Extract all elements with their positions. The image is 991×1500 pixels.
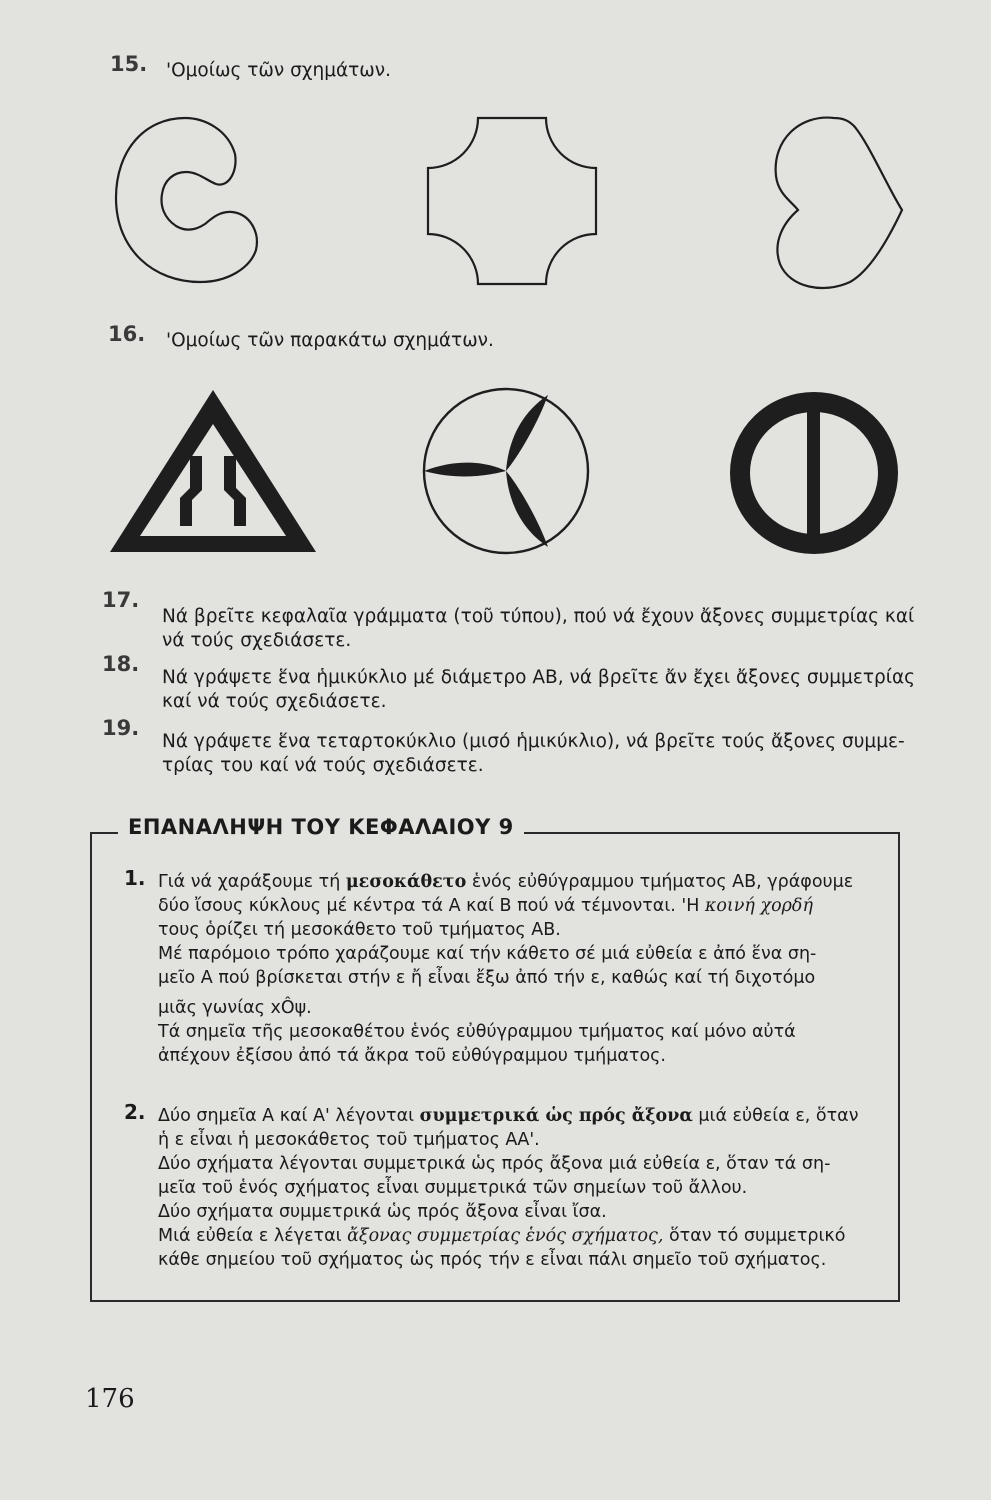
review-2-line6c: ὅταν τό συμμετρικό [663,1226,846,1246]
term-symmetrika: συμμετρικά ὡς πρός ἄξονα [419,1106,693,1126]
review-1-line1a: Γιά νά χαράξουμε τή [158,872,346,892]
review-2-line3: Δύο σχήματα λέγονται συμμετρικά ὡς πρός ἄξονα μιά εὐθεία ε, ὅταν τά ση- [158,1154,831,1174]
exercise-19-line2: τρίας του καί νά τούς σχεδιάσετε. [162,755,484,776]
review-item-1-number: 1. [124,866,146,890]
review-2-line1a: Δύο σημεῖα Α καί Α' λέγονται [158,1106,420,1126]
exercise-16-number: 16. [108,322,146,346]
concave-cross-figure [420,110,606,290]
exercise-17-line2: νά τούς σχεδιάσετε. [162,630,352,651]
review-1-line7: Τά σημεῖα τῆς μεσοκαθέτου ἑνός εὐθύγραμμου τμήματος καί μόνο αὐτά [158,1022,796,1042]
review-1-line4: Μέ παρόμοιο τρόπο χαράζουμε καί τήν κάθετο σέ μιά εὐθεία ε ἀπό ἕνα ση- [158,944,817,964]
review-1-line6c: ψ. [294,998,312,1018]
term-mesokathetos: μεσοκάθετο [345,872,467,892]
exercise-18-line1: Νά γράψετε ἕνα ἡμικύκλιο μέ διάμετρο ΑΒ, νά βρεῖτε ἄν ἔχει ἄξονες συμμετρίας [162,667,916,688]
review-1-line1c: ἑνός εὐθύγραμμου τμήματος ΑΒ, γράφουμε [466,872,854,892]
page-number: 176 [85,1384,135,1414]
review-2-line1c: μιά εὐθεία ε, ὅταν [692,1106,859,1126]
chapter-review-title: ΕΠΑΝΑΛΗΨΗ ΤΟΥ ΚΕΦΑΛΑΙΟΥ 9 [118,815,524,839]
exercise-17-line1: Νά βρεῖτε κεφαλαῖα γράμματα (τοῦ τύπου), πού νά ἔχουν ἄξονες συμμετρίας καί [162,606,915,627]
exercise-16-text: 'Ομοίως τῶν παρακάτω σχημάτων. [166,330,494,351]
review-2-line7: κάθε σημείου τοῦ σχήματος ὡς πρός τήν ε εἶναι πάλι σημεῖο τοῦ σχήματος. [158,1250,827,1270]
review-1-line2a: δύο ἴσους κύκλους μέ κέντρα τά Α καί Β πού νά τέμνονται. 'Η [158,896,705,916]
three-petal-circle-figure [420,385,592,557]
review-2-line5: Δύο σχήματα συμμετρικά ὡς πρός ἄξονα εἶναι ἴσα. [158,1202,607,1222]
review-2-line2: ἡ ε εἶναι ἡ μεσοκάθετος τοῦ τμήματος ΑΑ'. [158,1130,540,1150]
angle-vertex-symbol: Ô [280,998,295,1018]
exercise-19-number: 19. [102,716,140,740]
c-shape-figure [110,110,270,290]
exercise-17-number: 17. [102,588,140,612]
review-2-line6a: Μιά εὐθεία ε λέγεται [158,1226,348,1246]
review-item-2-number: 2. [124,1100,146,1124]
ring-with-bar-figure [728,388,900,558]
term-koini-chordi: κοινή χορδή [704,896,813,916]
exercise-15-text: 'Ομοίως τῶν σχημάτων. [166,60,392,81]
review-1-line3: τους ὁρίζει τή μεσοκάθετο τοῦ τμήματος ΑΒ. [158,920,561,940]
review-item-2-text [158,1104,880,1272]
review-1-line6a: μιᾶς γωνίας x [158,998,281,1018]
exercise-15-number: 15. [110,52,148,76]
heart-shape-figure [762,112,912,294]
review-1-line5: μεῖο Α πού βρίσκεται στήν ε ἤ εἶναι ἔξω ἀπό τήν ε, καθώς καί τή διχοτόμο [158,968,816,988]
review-1-line8: ἀπέχουν ἐξίσου ἀπό τά ἄκρα τοῦ εὐθύγραμμου τμήματος. [158,1046,666,1066]
exercise-18-line2: καί νά τούς σχεδιάσετε. [162,691,387,712]
exercise-19-line1: Νά γράψετε ἕνα τεταρτοκύκλιο (μισό ἡμικύκλιο), νά βρεῖτε τούς ἄξονες συμμε- [162,731,905,752]
road-narrows-sign-figure [106,386,320,556]
term-axonas-symmetrias: ἄξονας συμμετρίας ἑνός σχήματος, [347,1226,664,1246]
review-item-1-text [158,870,880,1068]
exercise-18-number: 18. [102,652,140,676]
review-2-line4: μεῖα τοῦ ἑνός σχήματος εἶναι συμμετρικά τῶν σημείων τοῦ ἄλλου. [158,1178,748,1198]
